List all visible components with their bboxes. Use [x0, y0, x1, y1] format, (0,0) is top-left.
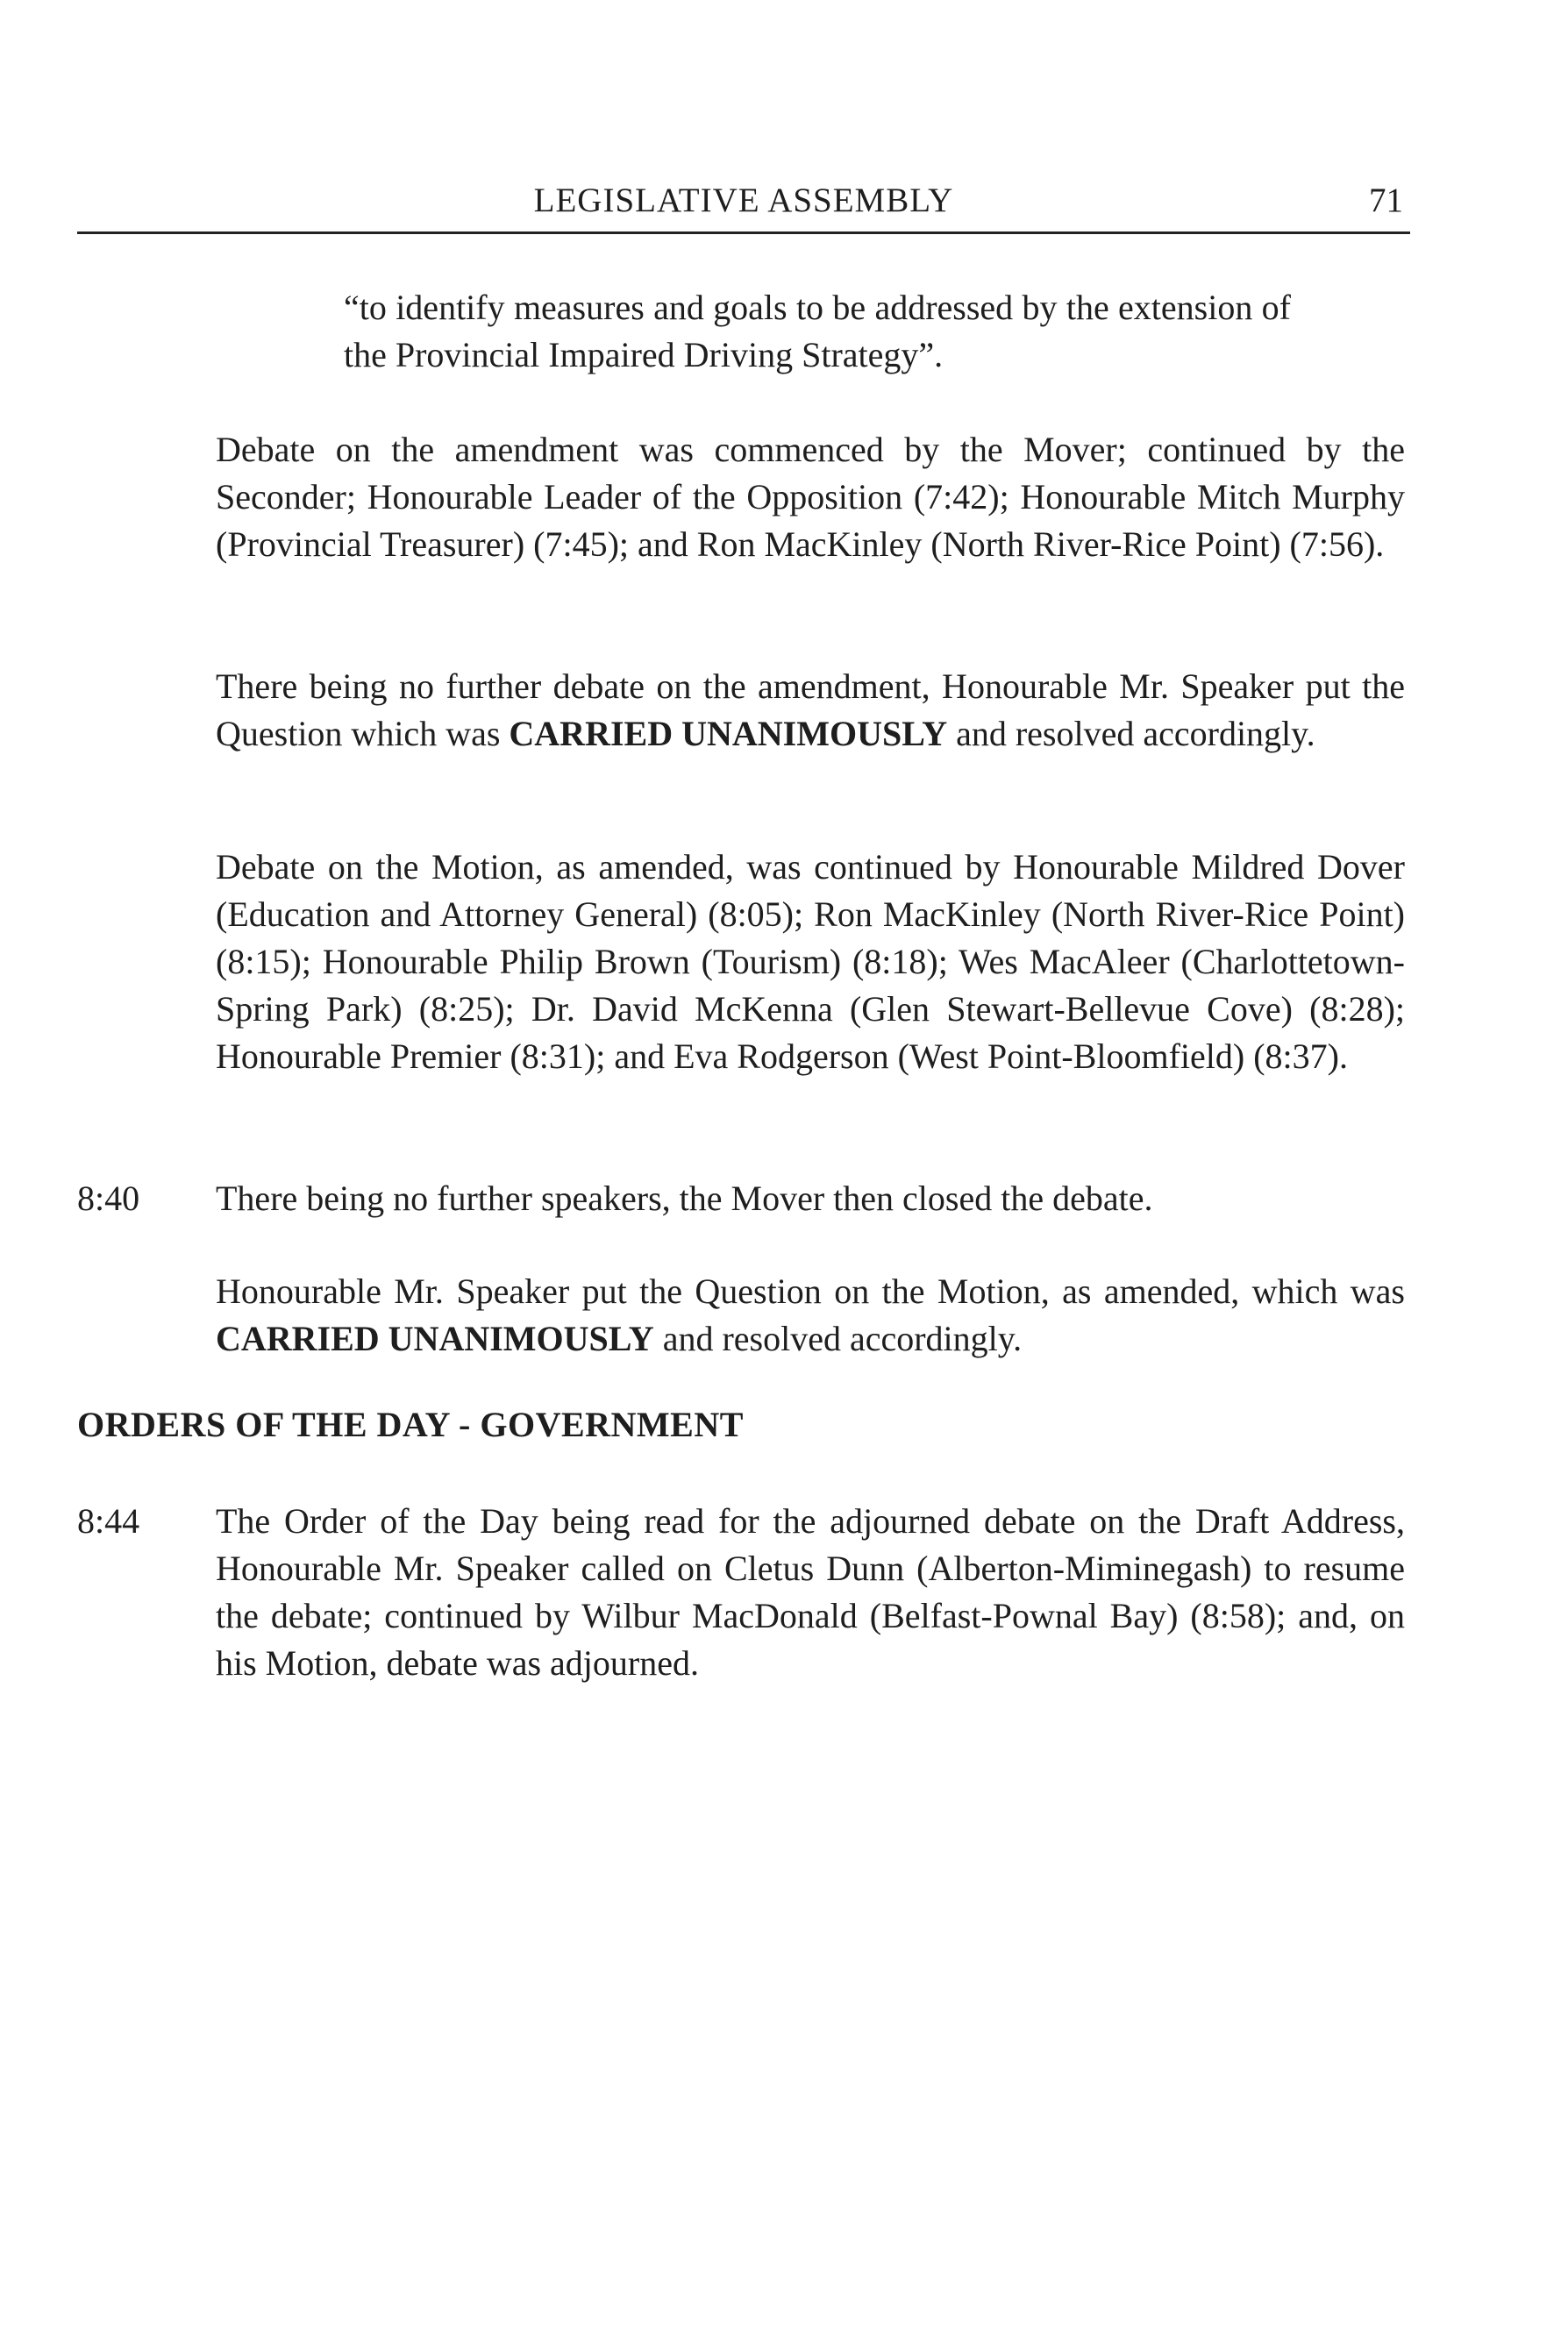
question-on-amendment-paragraph: [216, 663, 1405, 758]
quoted-amendment-text: “to identify measures and goals to be addressed by the extension of the Provincial Impaired Driving Strategy”.: [344, 288, 1291, 374]
running-head: LEGISLATIVE ASSEMBLY: [533, 182, 954, 219]
carried-unanimously-label: CARRIED UNANIMOUSLY: [509, 714, 948, 753]
question-text-after: and resolved accordingly.: [653, 1319, 1023, 1358]
question-text-before: There being no further debate on the amendment, Honourable Mr. Speaker put the Question which was: [216, 666, 1405, 753]
section-heading: ORDERS OF THE DAY - GOVERNMENT: [77, 1405, 744, 1444]
debate-on-motion-paragraph: Debate on the Motion, as amended, was continued by Honourable Mildred Dover (Education and Attorney General) (8:05); Ron MacKinley (North River-Rice Point) (8:15); Honourable Philip Brown (Tourism) (8:18); Wes MacAleer (Charlottetown-Spring Park) (8:25); Dr. David McKenna (Glen Stewart-Bellevue Cove) (8:28); Honourable Premier (8:31); and Eva Rodgerson (West Point-Bloomfield) (8:37).: [216, 847, 1405, 1076]
page-header: [77, 175, 1410, 234]
question-text-before: Honourable Mr. Speaker put the Question on the Motion, as amended, which was: [216, 1271, 1405, 1311]
question-text-after: and resolved accordingly.: [947, 714, 1315, 753]
timestamp-844: 8:44: [77, 1501, 140, 1541]
mover-closed-debate-paragraph: There being no further speakers, the Mover then closed the debate.: [216, 1179, 1153, 1218]
question-on-motion-paragraph: [216, 1268, 1405, 1363]
page-number: 71: [1369, 182, 1403, 219]
order-of-the-day-paragraph: The Order of the Day being read for the adjourned debate on the Draft Address, Honourable Mr. Speaker called on Cletus Dunn (Alberton-Miminegash) to resume the debate; continued by Wilbur MacDonald (Belfast-Pownal Bay) (8:58); and, on his Motion, debate was adjourned.: [216, 1501, 1405, 1683]
debate-on-amendment-paragraph: Debate on the amendment was commenced by the Mover; continued by the Seconder; Honourable Leader of the Opposition (7:42); Honourable Mitch Murphy (Provincial Treasurer) (7:45); and Ron MacKinley (North River-Rice Point) (7:56).: [216, 430, 1405, 564]
carried-unanimously-label: CARRIED UNANIMOUSLY: [216, 1319, 654, 1358]
timestamp-840: 8:40: [77, 1179, 140, 1218]
